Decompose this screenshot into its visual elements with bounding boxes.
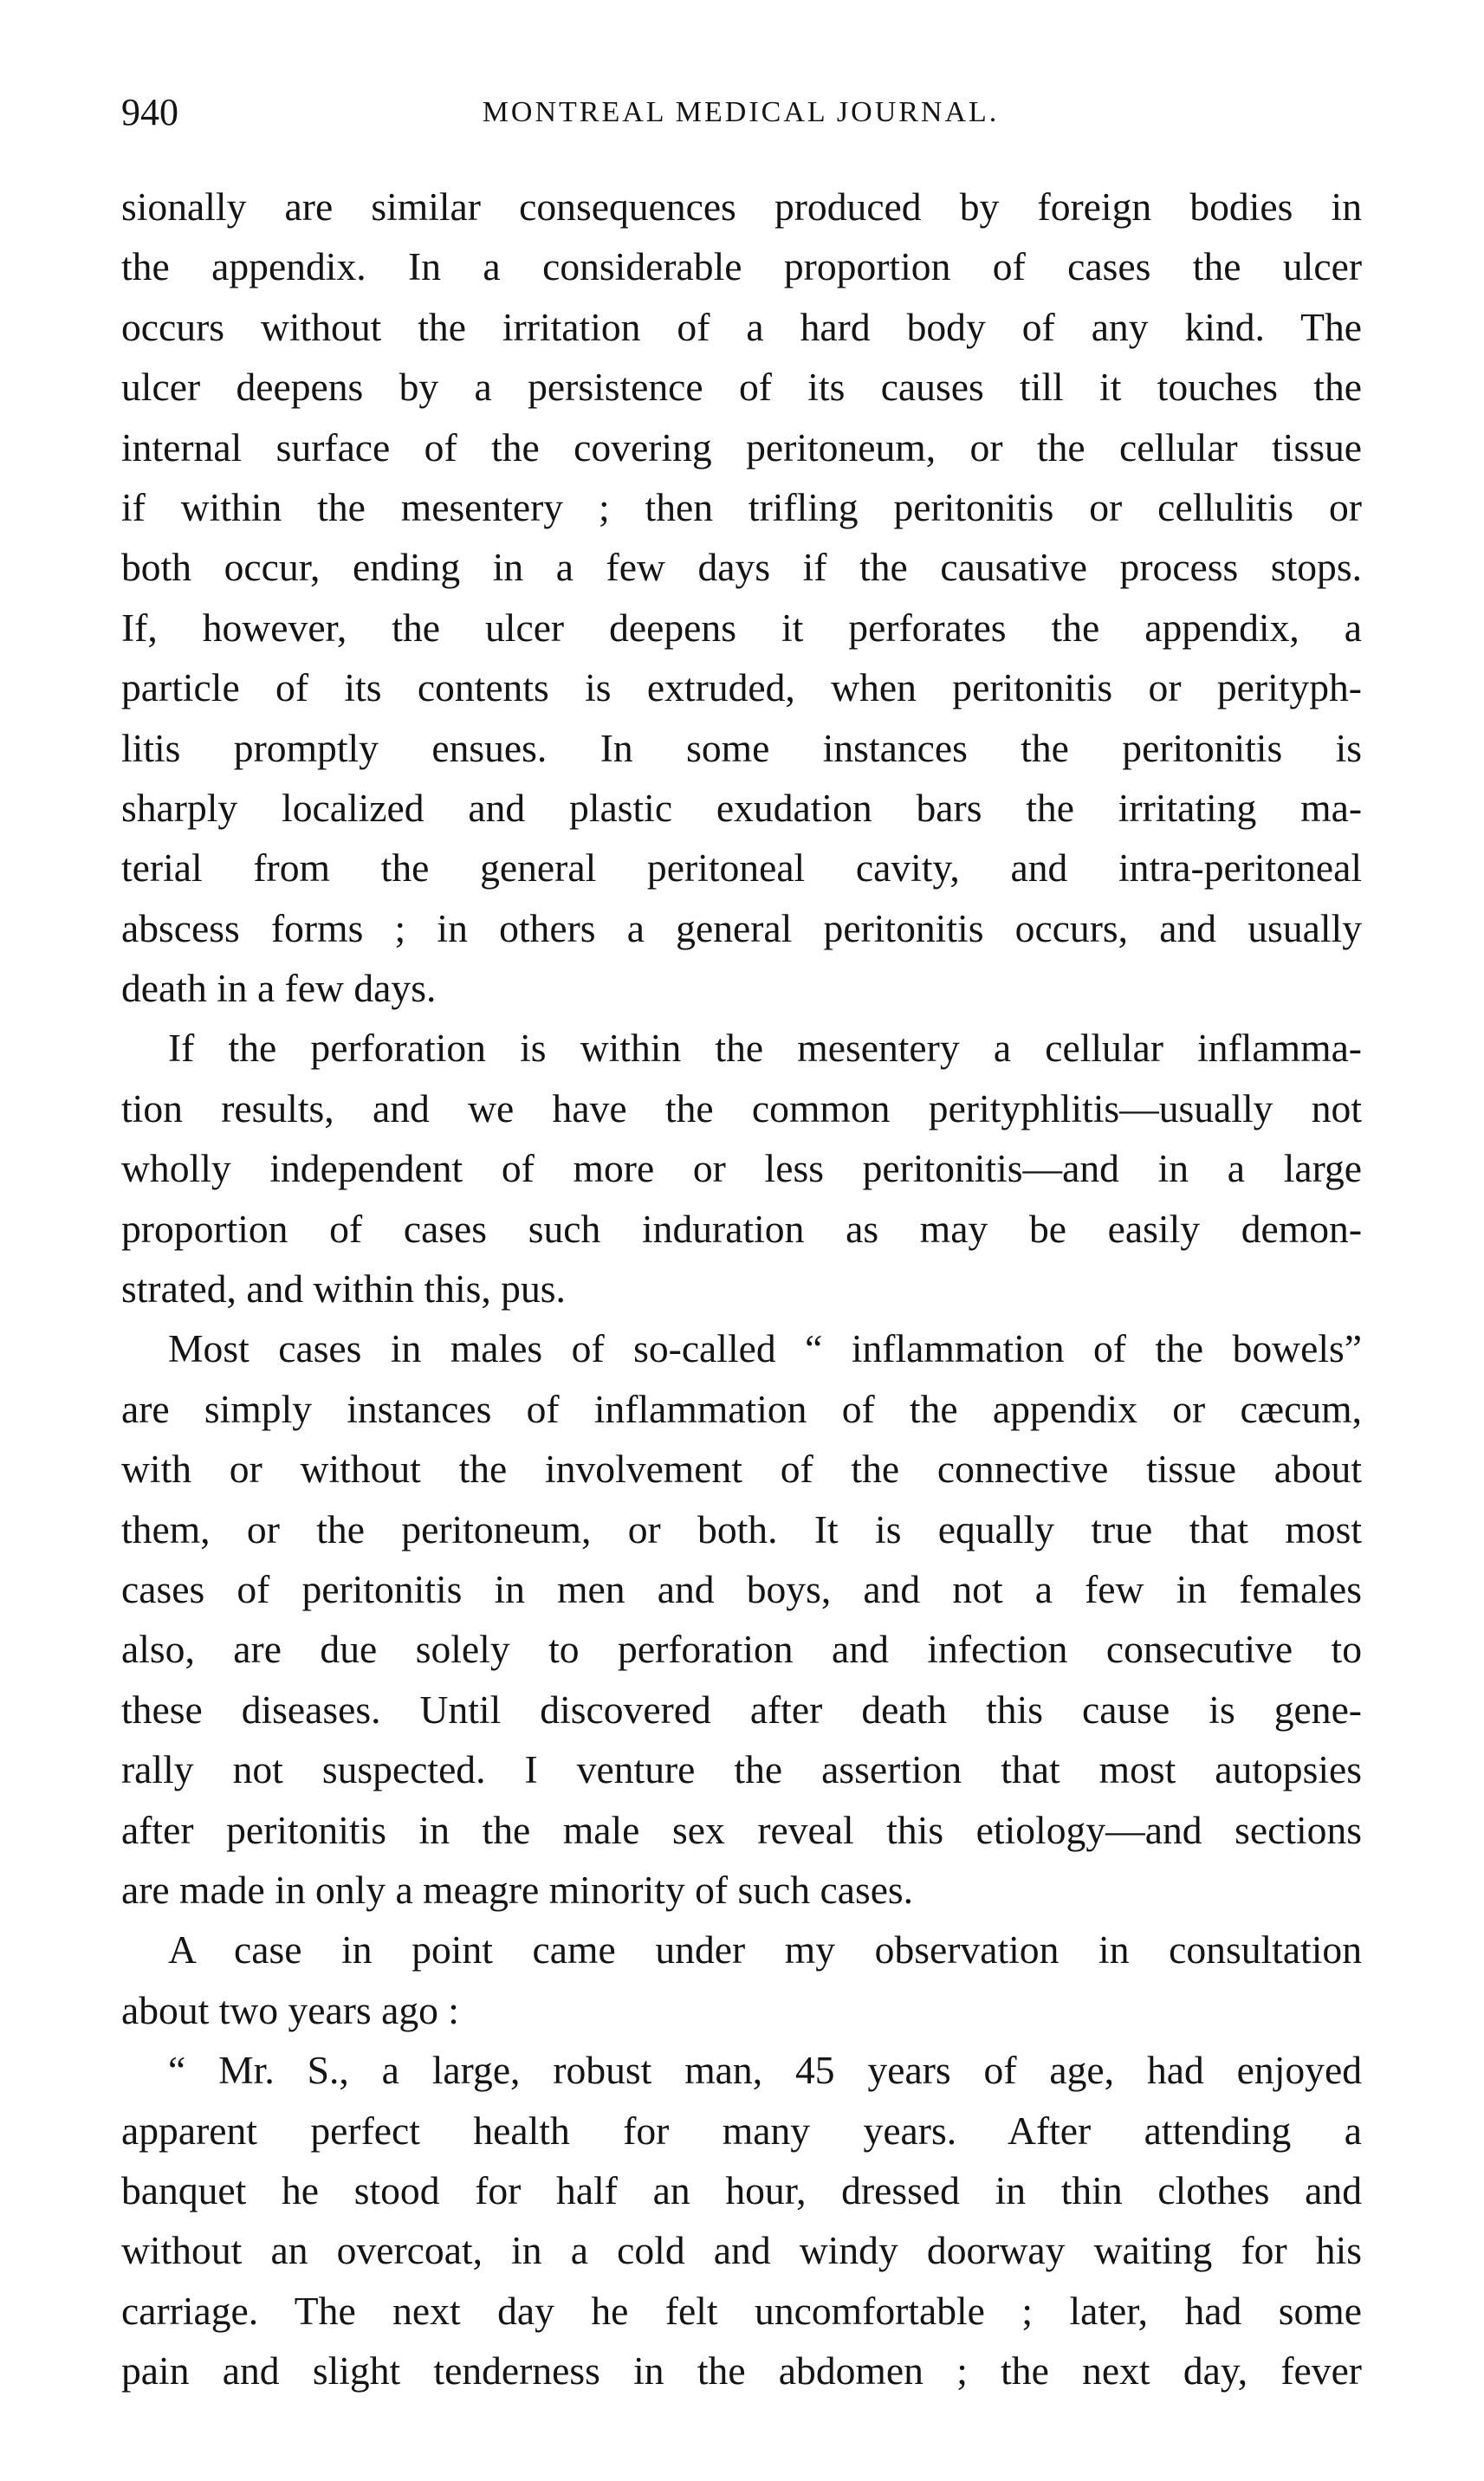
text-line: “ Mr. S., a large, robust man, 45 years of age, had enjoyed	[168, 2048, 1362, 2093]
text-line: about two years ago :	[121, 1987, 459, 2032]
text-line: If the perforation is within the mesentery a cellular inflamma-	[168, 1026, 1362, 1071]
text-line: the appendix. In a considerable proportion of cases the ulcer	[121, 244, 1362, 289]
journal-title: MONTREAL MEDICAL JOURNAL.	[482, 96, 1000, 128]
text-line: cases of peritonitis in men and boys, and not a few in females	[121, 1566, 1362, 1611]
text-line: are made in only a meagre minority of such cases.	[121, 1867, 914, 1912]
page-number: 940	[121, 91, 178, 133]
text-line: tion results, and we have the common perityphlitis—usually not	[121, 1085, 1362, 1130]
text-line: Most cases in males of so-called “ inflammation of the bowels”	[168, 1326, 1362, 1371]
text-line: also, are due solely to perforation and infection consecutive to	[121, 1627, 1362, 1672]
running-header	[121, 87, 1360, 139]
text-line: apparent perfect health for many years. After attending a	[121, 2108, 1362, 2153]
text-line: If, however, the ulcer deepens it perforates the appendix, a	[121, 605, 1362, 650]
text-line: sionally are similar consequences produced by foreign bodies in	[121, 185, 1362, 229]
text-line: strated, and within this, pus.	[121, 1266, 566, 1312]
paragraph-1	[121, 177, 1362, 1018]
text-line: them, or the peritoneum, or both. It is equally true that most	[121, 1506, 1362, 1551]
text-line: litis promptly ensues. In some instances the peritonitis is	[121, 725, 1362, 770]
text-line: ulcer deepens by a persistence of its causes till it touches the	[121, 365, 1362, 410]
text-line: pain and slight tenderness in the abdomen ; the next day, fever	[121, 2348, 1362, 2394]
text-line: with or without the involvement of the connective tissue about	[121, 1447, 1362, 1492]
text-line: sharply localized and plastic exudation bars the irritating ma-	[121, 785, 1362, 830]
text-line: carriage. The next day he felt uncomfortable ; later, had some	[121, 2288, 1362, 2333]
text-line: without an overcoat, in a cold and windy doorway waiting for his	[121, 2228, 1362, 2273]
text-line: these diseases. Until discovered after death this cause is gene-	[121, 1687, 1362, 1732]
text-line: are simply instances of inflammation of the appendix or cæcum,	[121, 1386, 1362, 1431]
paragraph-2	[121, 1018, 1362, 1318]
text-line: proportion of cases such induration as may be easily demon-	[121, 1206, 1362, 1251]
text-line: if within the mesentery ; then trifling peritonitis or cellulitis or	[121, 484, 1362, 529]
paragraph-5-case-report	[121, 2040, 1362, 2400]
text-line: wholly independent of more or less peritonitis—and in a large	[121, 1146, 1362, 1191]
paragraph-3	[121, 1318, 1362, 1920]
text-line: particle of its contents is extruded, when peritonitis or perityph-	[121, 665, 1362, 710]
text-line: abscess forms ; in others a general peritonitis occurs, and usually	[121, 905, 1362, 950]
text-line: after peritonitis in the male sex reveal this etiology—and sections	[121, 1807, 1362, 1852]
paragraph-4	[121, 1920, 1362, 2040]
text-line: internal surface of the covering peritoneum, or the cellular tissue	[121, 424, 1362, 470]
text-line: death in a few days.	[121, 966, 437, 1011]
text-line: rally not suspected. I venture the assertion that most autopsies	[121, 1747, 1362, 1792]
body-text	[121, 177, 1362, 2400]
text-line: both occur, ending in a few days if the causative process stops.	[121, 545, 1362, 590]
text-line: banquet he stood for half an hour, dressed in thin clothes and	[121, 2167, 1362, 2212]
text-line: terial from the general peritoneal cavity, and intra-peritoneal	[121, 845, 1362, 891]
text-line: occurs without the irritation of a hard body of any kind. The	[121, 304, 1362, 349]
text-line: A case in point came under my observation in consultation	[168, 1927, 1362, 1972]
